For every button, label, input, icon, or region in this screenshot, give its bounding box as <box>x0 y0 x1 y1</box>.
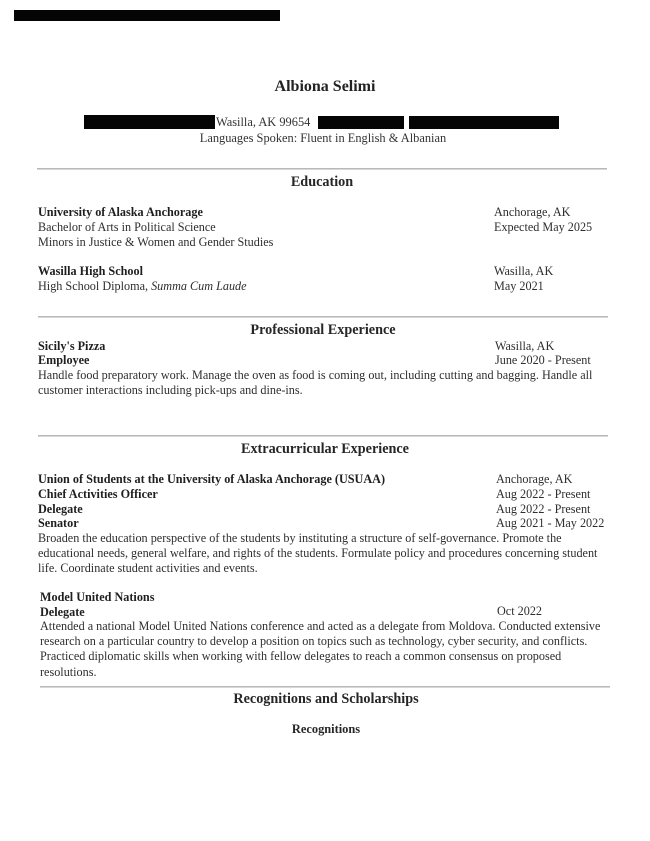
divider <box>38 316 608 318</box>
section-title-extracurricular: Extracurricular Experience <box>241 441 409 457</box>
org-location: Wasilla, AK <box>495 339 555 353</box>
divider <box>37 168 607 170</box>
degree: Bachelor of Arts in Political Science <box>38 220 216 234</box>
divider <box>40 686 610 688</box>
role-date: Aug 2021 - May 2022 <box>496 516 605 530</box>
school-date: Expected May 2025 <box>494 220 593 234</box>
role-description: Handle food preparatory work. Manage the oven as food is coming out, including cutting and bagging. Handle all customer interactions including pick-ups and dine-ins. <box>38 368 593 398</box>
section-title-education: Education <box>290 174 354 190</box>
org-name: Sicily's Pizza <box>38 339 106 353</box>
role-title: Delegate <box>38 502 83 516</box>
school-name: Wasilla High School <box>38 264 143 278</box>
role-title: Senator <box>38 516 79 530</box>
street-redaction <box>84 115 215 129</box>
subheading-recognitions: Recognitions <box>291 722 361 736</box>
degree <box>38 279 247 294</box>
school-location: Wasilla, AK <box>494 264 554 278</box>
languages-text: Languages Spoken: Fluent in English & Albanian <box>199 131 447 145</box>
address-text: Wasilla, AK 99654 <box>216 115 311 129</box>
role-title: Employee <box>38 353 90 367</box>
role-date: Aug 2022 - Present <box>496 487 591 501</box>
org-description: Attended a national Model United Nations conference and acted as a delegate from Moldova. Conducted extensive research on a particular country to develop a position on topics such as technology, cyber security, and conflicts. Practiced diplomatic skills when working with fellow delegates to reach a common consensus on proposed resolutions. <box>40 619 601 679</box>
candidate-name: Albiona Selimi <box>274 78 376 95</box>
school-date: May 2021 <box>494 279 544 293</box>
org-location: Anchorage, AK <box>496 472 573 486</box>
role-date: Aug 2022 - Present <box>496 502 591 516</box>
section-title-recognitions: Recognitions and Scholarships <box>233 691 419 707</box>
school-location: Anchorage, AK <box>494 205 571 219</box>
email-redaction <box>409 116 559 129</box>
role-date: June 2020 - Present <box>495 353 591 367</box>
minors: Minors in Justice & Women and Gender Studies <box>38 235 274 249</box>
org-description: Broaden the education perspective of the students by instituting a structure of self-governance. Promote the educational needs, general welfare, and rights of the students. Formulate policy and procedures concerning student life. Coordinate student activities and events. <box>38 531 598 576</box>
degree-text: High School Diploma, <box>38 279 152 293</box>
role-date: Oct 2022 <box>497 604 543 618</box>
org-name: Union of Students at the University of Alaska Anchorage (USUAA) <box>38 472 386 486</box>
section-title-professional: Professional Experience <box>250 322 396 338</box>
role-title: Chief Activities Officer <box>38 487 158 501</box>
top-redaction <box>14 10 280 21</box>
org-name: Model United Nations <box>40 590 155 604</box>
honors-text: Summa Cum Laude <box>151 279 247 293</box>
role-title: Delegate <box>40 605 85 619</box>
divider <box>38 435 608 437</box>
school-name: University of Alaska Anchorage <box>38 205 203 219</box>
phone-redaction <box>318 116 404 129</box>
